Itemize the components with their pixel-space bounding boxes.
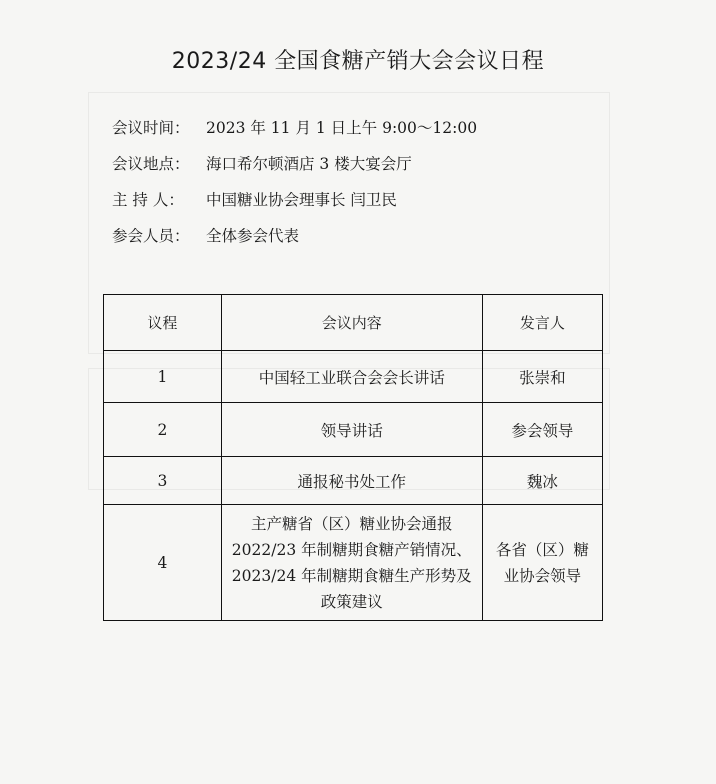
info-label: 主 持 人： <box>112 191 184 209</box>
agenda-content: 中国轻工业联合会会长讲话 <box>221 351 482 403</box>
agenda-number: 2 <box>104 403 222 457</box>
info-row-attendees <box>112 224 672 260</box>
table-row <box>104 403 603 457</box>
agenda-table <box>103 294 603 621</box>
table-row <box>104 505 603 621</box>
info-value: 2023 年 11 月 1 日上午 9:00～12:00 <box>206 119 478 137</box>
agenda-speaker: 参会领导 <box>482 403 602 457</box>
table-row <box>104 351 603 403</box>
agenda-number: 3 <box>104 457 222 505</box>
agenda-content: 主产糖省（区）糖业协会通报 2022/23 年制糖期食糖产销情况、2023/24 年制糖期食糖生产形势及政策建议 <box>221 505 482 621</box>
info-label: 会议地点： <box>112 155 190 173</box>
info-row-location <box>112 152 672 188</box>
page-title: 2023/24 全国食糖产销大会会议日程 <box>171 49 545 74</box>
column-header-content: 会议内容 <box>221 295 482 351</box>
info-value: 全体参会代表 <box>206 227 300 245</box>
agenda-speaker: 魏冰 <box>482 457 602 505</box>
info-label: 参会人员： <box>112 227 190 245</box>
agenda-content: 领导讲话 <box>221 403 482 457</box>
info-value: 海口希尔顿酒店 3 楼大宴会厅 <box>206 155 412 173</box>
table-row <box>104 457 603 505</box>
column-header-agenda: 议程 <box>104 295 222 351</box>
column-header-speaker: 发言人 <box>482 295 602 351</box>
info-row-host <box>112 188 672 224</box>
meeting-info <box>112 116 672 260</box>
agenda-number: 4 <box>104 505 222 621</box>
table-header-row <box>104 295 603 351</box>
info-row-time <box>112 116 672 152</box>
agenda-speaker: 张崇和 <box>482 351 602 403</box>
info-value: 中国糖业协会理事长 闫卫民 <box>206 191 397 209</box>
agenda-content: 通报秘书处工作 <box>221 457 482 505</box>
agenda-number: 1 <box>104 351 222 403</box>
info-label: 会议时间： <box>112 119 190 137</box>
agenda-speaker: 各省（区）糖业协会领导 <box>482 505 602 621</box>
